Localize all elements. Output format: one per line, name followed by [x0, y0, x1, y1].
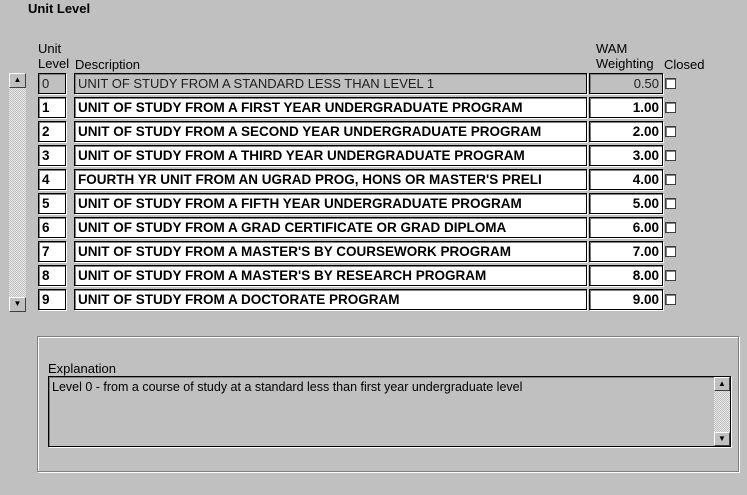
- wam-header-line1: WAM: [596, 41, 628, 56]
- wam-weighting-field[interactable]: 4.00: [589, 169, 663, 190]
- wam-weighting-field[interactable]: 1.00: [589, 97, 663, 118]
- scroll-up-button[interactable]: [9, 73, 26, 88]
- closed-header: Closed: [664, 57, 705, 72]
- unit-level-field[interactable]: 1: [38, 97, 66, 118]
- down-arrow-icon: ▼: [718, 434, 726, 443]
- wam-weighting-field[interactable]: 5.00: [589, 193, 663, 214]
- unit-level-field[interactable]: 7: [38, 241, 66, 262]
- wam-weighting-field[interactable]: 3.00: [589, 145, 663, 166]
- wam-weighting-header: [596, 41, 666, 71]
- explanation-scrollbar[interactable]: [714, 377, 730, 446]
- down-arrow-icon: ▼: [13, 299, 22, 308]
- closed-checkbox[interactable]: [665, 294, 676, 305]
- closed-checkbox[interactable]: [665, 174, 676, 185]
- description-field[interactable]: UNIT OF STUDY FROM A FIRST YEAR UNDERGRADUATE PROGRAM: [74, 97, 587, 118]
- closed-checkbox[interactable]: [665, 198, 676, 209]
- wam-weighting-field[interactable]: 0.50: [589, 73, 663, 94]
- unit-level-field[interactable]: 8: [38, 265, 66, 286]
- explanation-scroll-up-button[interactable]: [714, 377, 730, 391]
- wam-weighting-field[interactable]: 9.00: [589, 289, 663, 310]
- scroll-down-button[interactable]: [9, 297, 26, 312]
- rows-scrollbar[interactable]: [9, 73, 26, 312]
- closed-checkbox[interactable]: [665, 270, 676, 281]
- wam-weighting-field[interactable]: 7.00: [589, 241, 663, 262]
- description-field[interactable]: UNIT OF STUDY FROM A FIFTH YEAR UNDERGRADUATE PROGRAM: [74, 193, 587, 214]
- wam-header-line2: Weighting: [596, 56, 654, 71]
- up-arrow-icon: ▲: [718, 379, 726, 388]
- explanation-text: Level 0 - from a course of study at a standard less than first year undergraduate level: [52, 380, 523, 394]
- description-field[interactable]: UNIT OF STUDY FROM A SECOND YEAR UNDERGRADUATE PROGRAM: [74, 121, 587, 142]
- description-header: Description: [75, 57, 141, 72]
- closed-checkbox[interactable]: [665, 150, 676, 161]
- description-field[interactable]: UNIT OF STUDY FROM A GRAD CERTIFICATE OR GRAD DIPLOMA: [74, 217, 587, 238]
- unit-level-field[interactable]: 6: [38, 217, 66, 238]
- unit-level-field[interactable]: 2: [38, 121, 66, 142]
- explanation-textarea[interactable]: [48, 376, 731, 447]
- unit-level-field[interactable]: 3: [38, 145, 66, 166]
- wam-weighting-field[interactable]: 6.00: [589, 217, 663, 238]
- unit-level-header-line2: Level: [38, 56, 70, 71]
- description-field[interactable]: UNIT OF STUDY FROM A DOCTORATE PROGRAM: [74, 289, 587, 310]
- unit-level-field[interactable]: 0: [38, 73, 66, 94]
- description-field[interactable]: FOURTH YR UNIT FROM AN UGRAD PROG, HONS OR MASTER'S PRELI: [74, 169, 587, 190]
- description-field[interactable]: UNIT OF STUDY FROM A THIRD YEAR UNDERGRADUATE PROGRAM: [74, 145, 587, 166]
- unit-level-header-line1: Unit: [38, 41, 62, 56]
- wam-weighting-field[interactable]: 8.00: [589, 265, 663, 286]
- unit-level-field[interactable]: 4: [38, 169, 66, 190]
- explanation-scroll-down-button[interactable]: [714, 432, 730, 446]
- explanation-label: Explanation: [48, 361, 116, 376]
- unit-level-header: [38, 41, 72, 71]
- description-field[interactable]: UNIT OF STUDY FROM A MASTER'S BY RESEARCH PROGRAM: [74, 265, 587, 286]
- unit-level-field[interactable]: 9: [38, 289, 66, 310]
- page-title: Unit Level: [28, 1, 91, 16]
- closed-checkbox[interactable]: [665, 126, 676, 137]
- closed-checkbox[interactable]: [665, 246, 676, 257]
- description-field[interactable]: UNIT OF STUDY FROM A STANDARD LESS THAN LEVEL 1: [74, 73, 587, 94]
- wam-weighting-field[interactable]: 2.00: [589, 121, 663, 142]
- unit-level-field[interactable]: 5: [38, 193, 66, 214]
- description-field[interactable]: UNIT OF STUDY FROM A MASTER'S BY COURSEWORK PROGRAM: [74, 241, 587, 262]
- closed-checkbox[interactable]: [665, 222, 676, 233]
- scroll-track[interactable]: [9, 88, 26, 297]
- closed-checkbox[interactable]: [665, 78, 676, 89]
- closed-checkbox[interactable]: [665, 102, 676, 113]
- up-arrow-icon: ▲: [13, 75, 22, 84]
